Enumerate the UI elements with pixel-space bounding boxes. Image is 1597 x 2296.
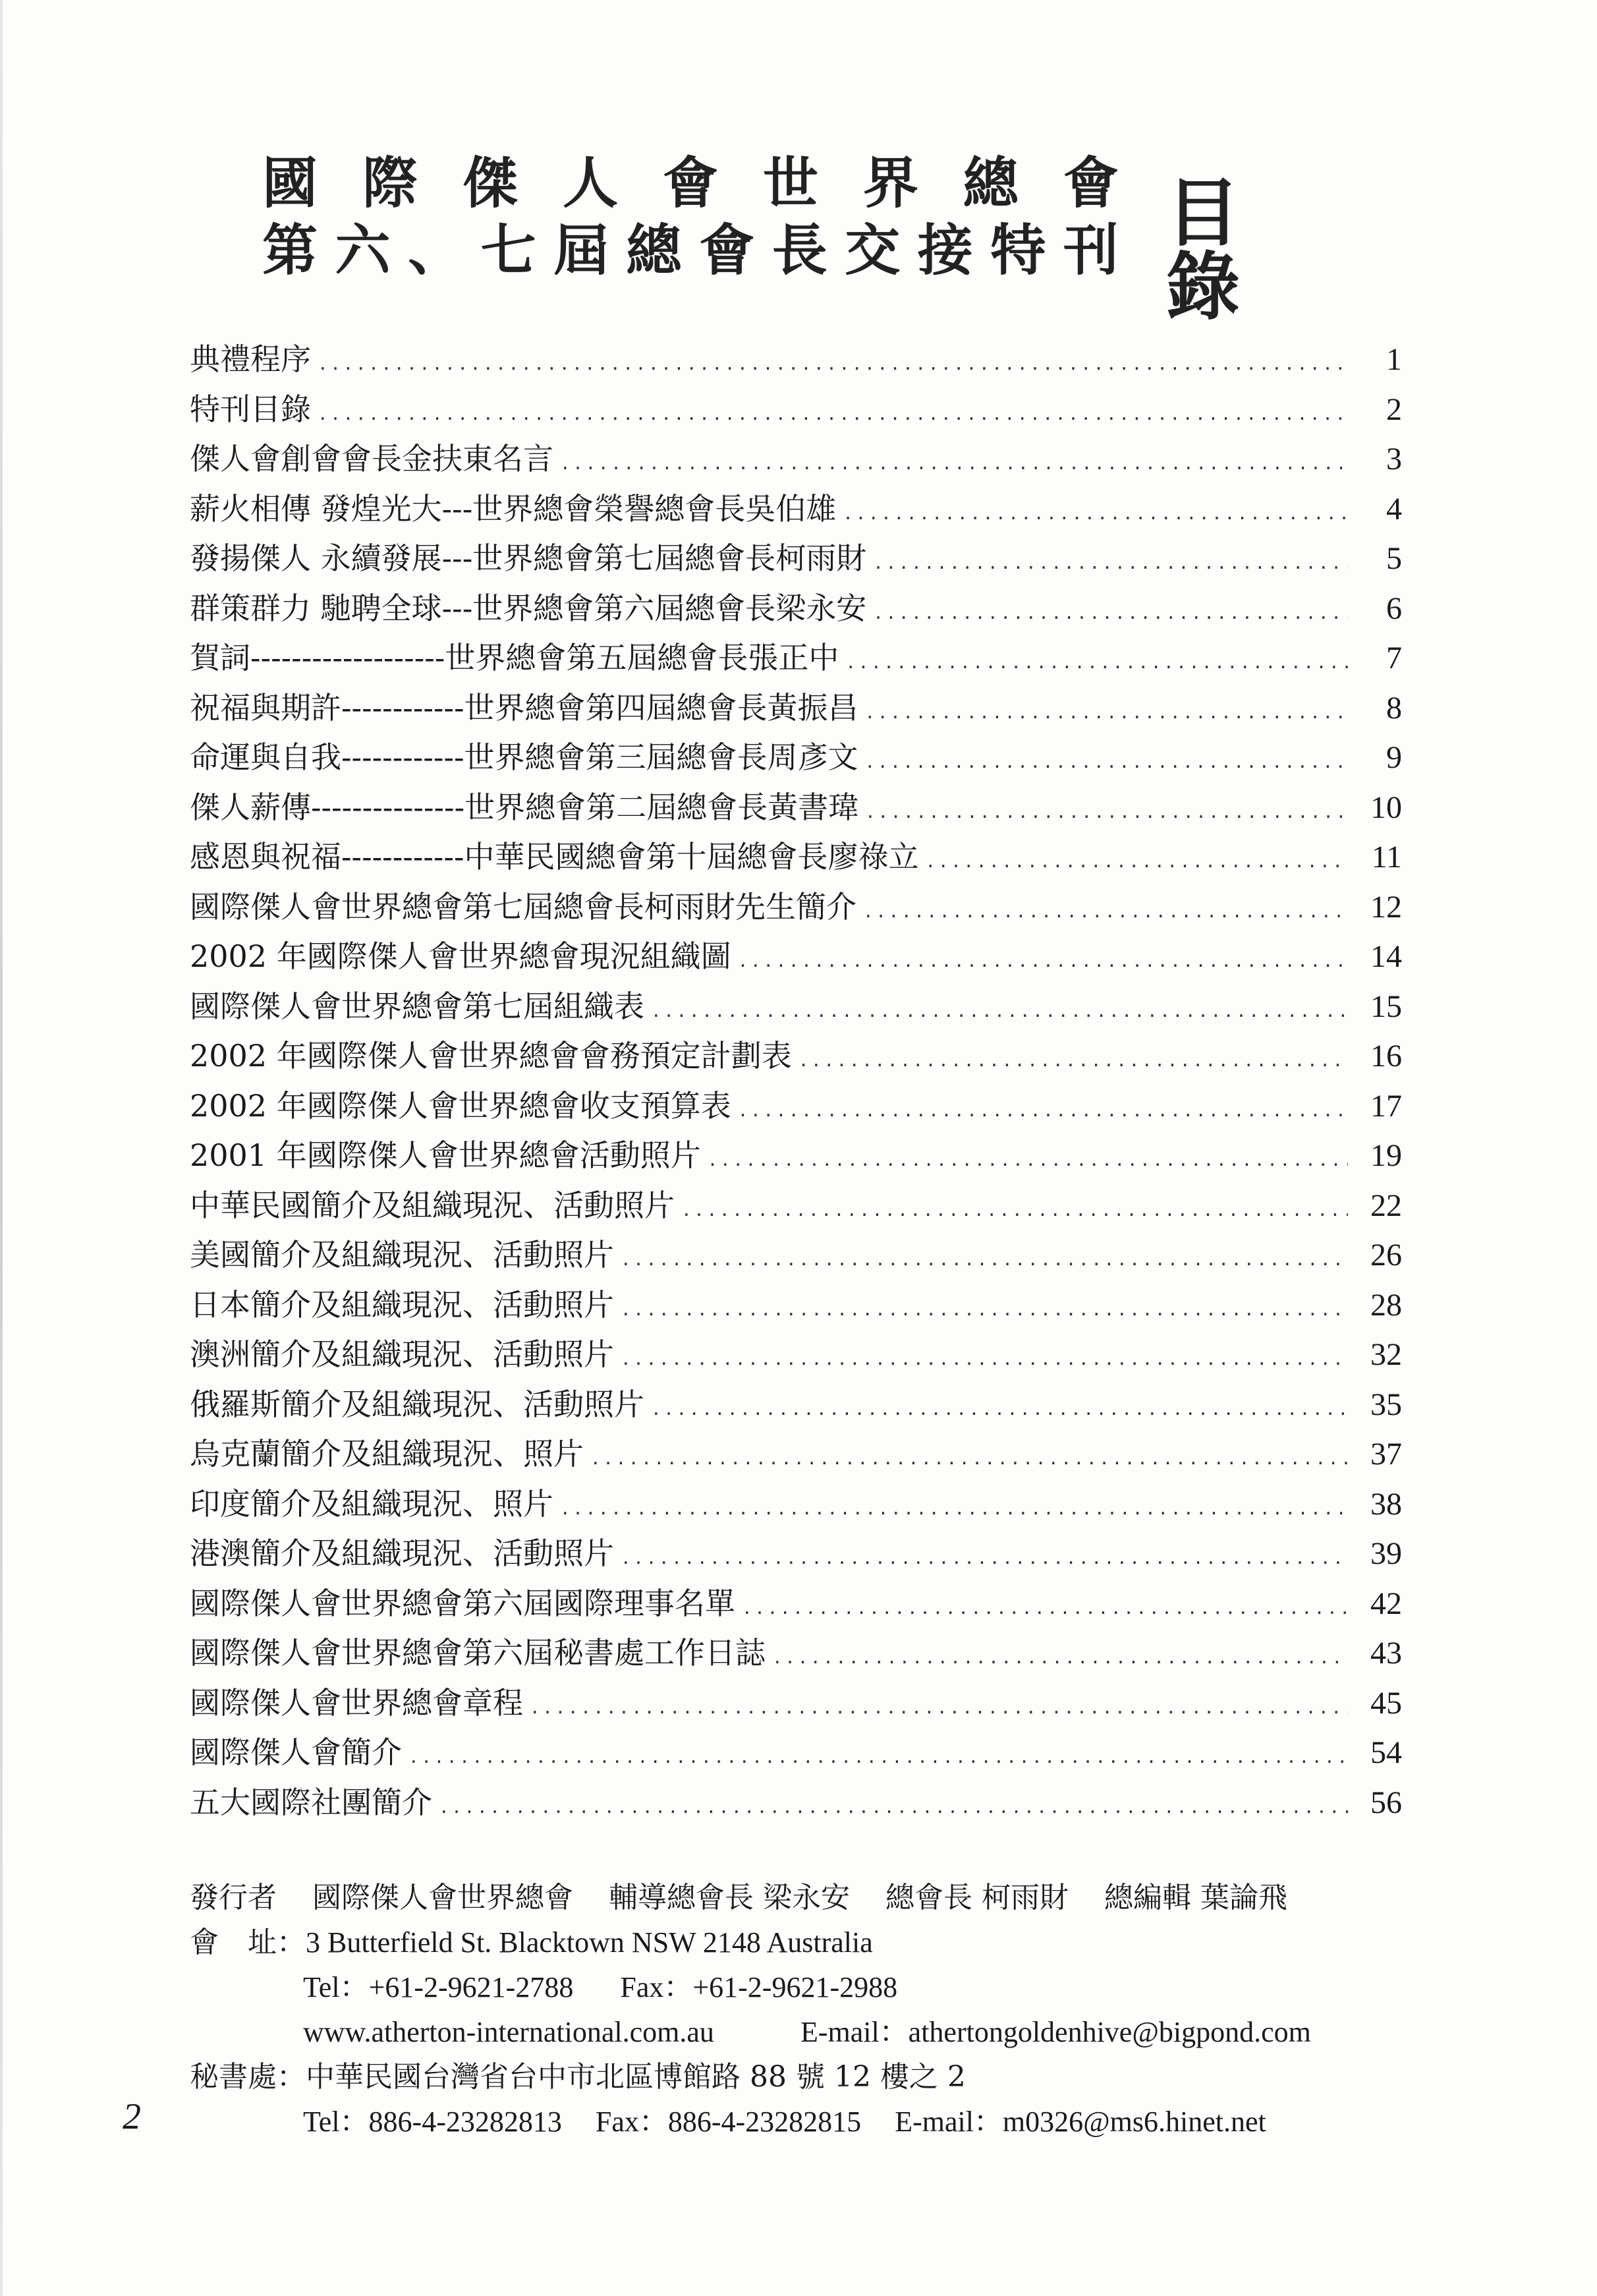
toc-entry-title: 中華民國簡介及組織現況、活動照片 <box>190 1187 675 1223</box>
title-char: 世 <box>762 150 818 215</box>
toc-entry-title: 國際傑人會世界總會第七屆總會長柯雨財先生簡介 <box>190 888 856 925</box>
tel-value: Tel：+61-2-9621-2788 <box>303 1971 574 2003</box>
title-char: 第 <box>262 217 318 283</box>
toc-entry <box>190 1380 1402 1430</box>
title-char: 總 <box>626 217 682 283</box>
dot-leader <box>621 1236 1348 1286</box>
toc-entry-title: 國際傑人會世界總會章程 <box>190 1684 523 1721</box>
title-char: 屆 <box>553 217 609 283</box>
toc-entry-title: 港澳簡介及組織現況、活動照片 <box>190 1535 614 1571</box>
address-label: 會 址： <box>190 1926 306 1959</box>
toc-entry <box>190 484 1402 534</box>
toc-entry-page: 19 <box>1370 1138 1402 1173</box>
toc-entry <box>190 1579 1402 1629</box>
dot-leader <box>865 738 1348 788</box>
editor-name: 葉論飛 <box>1200 1881 1287 1914</box>
title-char: 際 <box>362 150 418 215</box>
toc-entry <box>190 385 1402 435</box>
toc-entry-title: 薪火相傳 發煌光大---世界總會榮譽總會長吳伯雄 <box>190 490 837 527</box>
toc-entry <box>190 683 1402 733</box>
toc-entry-page: 7 <box>1386 641 1402 675</box>
secretariat-address: 中華民國台灣省台中市北區博館路 88 號 12 樓之 2 <box>306 2060 966 2094</box>
title-char: 六 <box>335 217 391 283</box>
dot-leader <box>621 1534 1348 1584</box>
contact-row <box>190 1965 1442 2010</box>
toc-entry <box>190 733 1402 783</box>
dot-leader <box>708 1136 1348 1186</box>
toc-entry-title: 五大國際社團簡介 <box>190 1784 432 1820</box>
toc-entry-title: 國際傑人會世界總會第六屆秘書處工作日誌 <box>190 1635 766 1671</box>
dot-leader <box>873 539 1348 589</box>
toc-entry-page: 14 <box>1370 939 1402 974</box>
toc-entry-title: 2002 年國際傑人會世界總會收支預算表 <box>190 1087 731 1124</box>
page-number: 2 <box>123 2096 141 2137</box>
dot-leader <box>408 1733 1348 1783</box>
address-value: 3 Butterfield St. Blacktown NSW 2148 Australia <box>306 1926 873 1959</box>
toc-entry-page: 8 <box>1386 690 1402 726</box>
dot-leader <box>651 1385 1348 1435</box>
dot-leader <box>681 1186 1348 1236</box>
title-char: 總 <box>963 150 1019 215</box>
toc-entry-title: 澳洲簡介及組織現況、活動照片 <box>190 1336 614 1372</box>
toc-entry-page: 10 <box>1370 789 1402 825</box>
president-name: 柯雨財 <box>982 1881 1069 1914</box>
toc-entry-title: 國際傑人會簡介 <box>190 1735 402 1770</box>
toc-entry <box>190 882 1402 933</box>
toc-entry-title: 典禮程序 <box>190 341 311 377</box>
toc-entry-page: 28 <box>1370 1287 1402 1323</box>
dot-leader <box>318 390 1348 440</box>
dot-leader <box>439 1783 1348 1833</box>
title-char: 會 <box>699 217 755 283</box>
dot-leader <box>560 1485 1348 1535</box>
secretariat-fax: Fax：886-4-23282815 <box>595 2106 862 2138</box>
secretariat-tel: Tel：886-4-23282813 <box>303 2106 562 2138</box>
dot-leader <box>863 888 1348 938</box>
toc-entry <box>190 1479 1402 1530</box>
toc-entry-page: 26 <box>1370 1238 1402 1273</box>
advisor-label: 輔導總會長 <box>609 1881 754 1914</box>
dot-leader <box>738 937 1348 987</box>
toc-entry <box>190 1429 1402 1479</box>
title-char: 、 <box>408 217 464 283</box>
toc-entry <box>190 434 1402 484</box>
dot-leader <box>772 1634 1348 1684</box>
toc-entry <box>190 1031 1402 1081</box>
title-char: 刊 <box>1063 217 1119 283</box>
toc-entry-title: 傑人會創會會長金扶東名言 <box>190 441 553 476</box>
colophon <box>190 1876 1442 2144</box>
toc-entry <box>190 1081 1402 1132</box>
title-line-2 <box>262 217 1119 283</box>
publisher-name: 國際傑人會世界總會 <box>312 1881 573 1914</box>
toc-entry <box>190 1679 1402 1729</box>
toc-entry-page: 16 <box>1370 1039 1402 1074</box>
toc-entry <box>190 1628 1402 1679</box>
toc-entry <box>190 1728 1402 1778</box>
toc-entry-page: 45 <box>1370 1685 1402 1721</box>
toc-entry <box>190 584 1402 634</box>
toc-entry-title: 2001 年國際傑人會世界總會活動照片 <box>190 1137 701 1173</box>
publisher-row <box>190 1876 1442 1920</box>
toc-entry <box>190 1330 1402 1380</box>
toc-entry-title: 印度簡介及組織現況、照片 <box>190 1485 553 1522</box>
dot-leader <box>926 838 1348 888</box>
publisher-label: 發行者 <box>190 1881 277 1914</box>
toc-entry-page: 56 <box>1370 1785 1402 1820</box>
toc-entry-title: 傑人薪傳---------------世界總會第二屆總會長黃書瑋 <box>190 789 859 825</box>
toc-entry <box>190 783 1402 833</box>
toc-entry-page: 37 <box>1370 1437 1402 1472</box>
dot-leader <box>590 1435 1348 1485</box>
president-label: 總會長 <box>885 1881 972 1914</box>
toc-entry <box>190 1230 1402 1280</box>
toc-entry-page: 12 <box>1370 889 1402 925</box>
title-char: 傑 <box>462 150 518 215</box>
toc-entry <box>190 1181 1402 1231</box>
toc-entry-title: 美國簡介及組織現況、活動照片 <box>190 1237 614 1273</box>
toc-entry <box>190 832 1402 882</box>
secretariat-contact-row <box>190 2100 1442 2144</box>
title-char: 七 <box>480 217 536 283</box>
toc-entry-page: 22 <box>1370 1188 1402 1223</box>
title-char: 特 <box>990 217 1046 283</box>
toc-entry-title: 賀詞-------------------世界總會第五屆總會長張正中 <box>190 640 839 675</box>
dot-leader <box>318 340 1348 390</box>
secretariat-email: E-mail：m0326@ms6.hinet.net <box>895 2106 1266 2138</box>
toc-entry-page: 32 <box>1370 1337 1402 1372</box>
title-char: 交 <box>845 217 901 283</box>
web-row <box>190 2010 1442 2055</box>
toc-entry-title: 發揚傑人 永續發展---世界總會第七屆總會長柯雨財 <box>190 540 867 576</box>
toc-entry <box>190 1131 1402 1181</box>
secretariat-label: 秘書處： <box>190 2060 306 2094</box>
toc-entry-page: 9 <box>1386 740 1402 775</box>
toc-entry-title: 感恩與祝福------------中華民國總會第十屆總會長廖祿立 <box>190 839 919 875</box>
toc-entry-title: 命運與自我------------世界總會第三屆總會長周彥文 <box>190 739 858 775</box>
title-char: 長 <box>771 217 827 283</box>
toc-entry-page: 5 <box>1386 541 1402 576</box>
title-char: 會 <box>662 150 718 215</box>
dot-leader <box>843 490 1348 540</box>
toc-entry <box>190 1778 1402 1828</box>
website-link: www.atherton-international.com.au <box>303 2016 714 2048</box>
dot-leader <box>530 1684 1348 1734</box>
fax-value: Fax：+61-2-9621-2988 <box>620 1971 898 2003</box>
dot-leader <box>873 589 1348 639</box>
toc-entry-title: 特刊目錄 <box>190 391 311 427</box>
title-char: 接 <box>917 217 973 283</box>
toc-entry-page: 3 <box>1386 442 1402 476</box>
toc-entry-page: 39 <box>1370 1536 1402 1571</box>
toc-entry-page: 2 <box>1386 391 1402 427</box>
toc-entry-page: 11 <box>1371 840 1402 875</box>
toc-entry-page: 42 <box>1370 1586 1402 1621</box>
dot-leader <box>742 1584 1348 1634</box>
toc-entry-page: 1 <box>1386 342 1402 377</box>
toc-entry <box>190 534 1402 584</box>
toc-entry <box>190 633 1402 683</box>
toc-entry <box>190 932 1402 982</box>
toc-entry-page: 17 <box>1370 1088 1402 1124</box>
toc-entry-title: 俄羅斯簡介及組織現況、活動照片 <box>190 1386 644 1422</box>
email-value: E-mail：athertongoldenhive@bigpond.com <box>800 2016 1311 2048</box>
dot-leader <box>865 788 1348 838</box>
toc-entry-page: 6 <box>1386 590 1402 626</box>
dot-leader <box>845 639 1348 689</box>
table-of-contents <box>190 335 1402 1827</box>
toc-entry-title: 烏克蘭簡介及組織現況、照片 <box>190 1436 584 1472</box>
editor-label: 總編輯 <box>1104 1881 1191 1914</box>
dot-leader <box>621 1286 1348 1336</box>
toc-entry <box>190 982 1402 1032</box>
toc-entry <box>190 1280 1402 1331</box>
toc-entry-page: 35 <box>1370 1387 1402 1422</box>
toc-entry-title: 群策群力 馳聘全球---世界總會第六屆總會長梁永安 <box>190 590 867 626</box>
toc-entry <box>190 1529 1402 1579</box>
toc-entry-page: 54 <box>1370 1735 1402 1770</box>
toc-entry-page: 4 <box>1386 491 1402 527</box>
advisor-name: 梁永安 <box>763 1881 850 1914</box>
secretariat-row <box>190 2055 1442 2100</box>
toc-entry-title: 祝福與期許------------世界總會第四屆總會長黃振昌 <box>190 689 858 726</box>
title-line-1 <box>262 150 1119 215</box>
toc-entry <box>190 335 1402 385</box>
title-char: 界 <box>862 150 918 215</box>
toc-entry-page: 43 <box>1370 1636 1402 1671</box>
title-char: 人 <box>562 150 618 215</box>
toc-entry-title: 國際傑人會世界總會第七屆組織表 <box>190 988 644 1024</box>
toc-entry-title: 國際傑人會世界總會第六屆國際理事名單 <box>190 1585 735 1621</box>
toc-entry-title: 2002 年國際傑人會世界總會現況組織圖 <box>190 938 731 974</box>
toc-entry-page: 15 <box>1370 989 1402 1024</box>
title-char: 會 <box>1063 150 1119 215</box>
toc-entry-page: 38 <box>1370 1486 1402 1522</box>
address-row <box>190 1920 1442 1965</box>
title-char: 國 <box>262 150 318 215</box>
toc-entry-title: 2002 年國際傑人會世界總會會務預定計劃表 <box>190 1038 792 1074</box>
dot-leader <box>798 1037 1348 1087</box>
scan-edge <box>0 0 3 2296</box>
dot-leader <box>865 689 1348 739</box>
dot-leader <box>560 440 1348 490</box>
toc-heading: 目錄 <box>1166 170 1279 330</box>
dot-leader <box>738 1087 1348 1137</box>
toc-entry-title: 日本簡介及組織現況、活動照片 <box>190 1286 614 1323</box>
dot-leader <box>621 1335 1348 1385</box>
dot-leader <box>651 987 1348 1037</box>
